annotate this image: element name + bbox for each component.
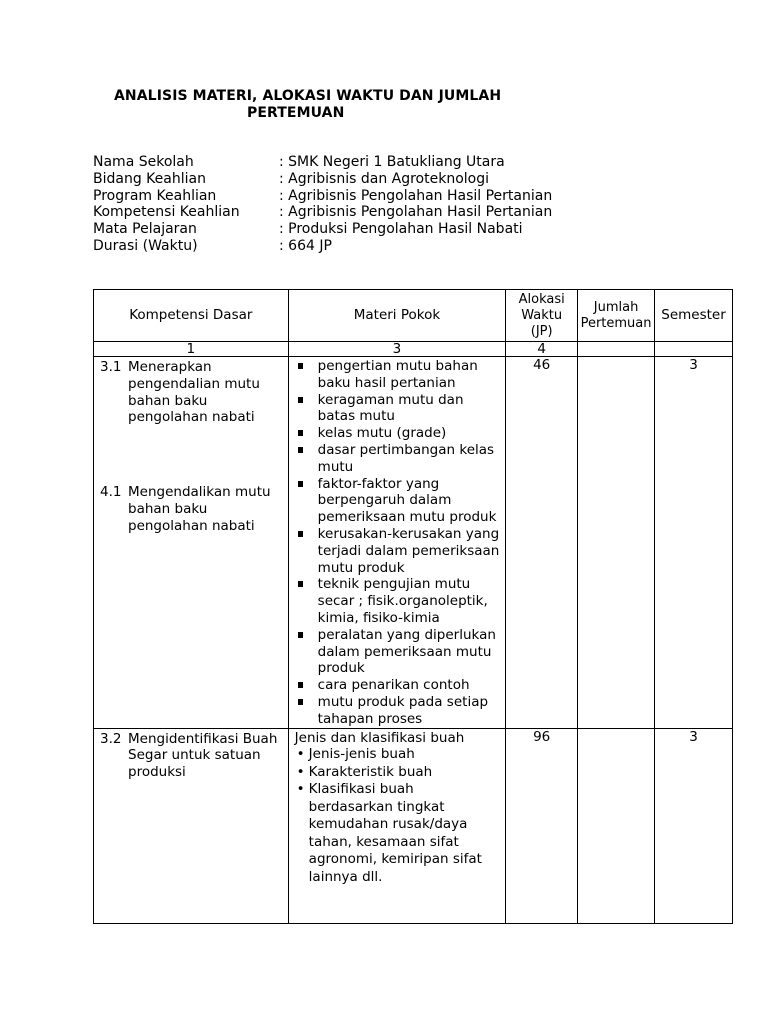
column-number — [655, 342, 733, 357]
info-label: Mata Pelajaran — [93, 221, 197, 238]
list-item: dasar pertimbangan kelas mutu — [295, 442, 502, 476]
jumlah-pertemuan-value — [578, 357, 655, 729]
list-item: kelas mutu (grade) — [295, 425, 502, 442]
list-item: • Karakteristik buah — [295, 764, 502, 782]
header-alokasi-waktu — [506, 290, 578, 342]
kompetensi-dasar-cell — [94, 728, 289, 923]
header-pertemuan-line: Pertemuan — [580, 315, 652, 331]
column-number: 3 — [288, 342, 506, 357]
header-jumlah-pertemuan — [578, 290, 655, 342]
info-value: : 664 JP — [279, 237, 332, 254]
info-row-duration — [93, 238, 552, 255]
info-value: : Agribisnis dan Agroteknologi — [279, 170, 489, 187]
kd-number: 4.1 — [100, 484, 122, 501]
column-number-row — [94, 342, 733, 357]
semester-value: 3 — [655, 357, 733, 729]
kd-text: Menerapkan pengendalian mutu bahan baku pengolahan nabati — [128, 359, 260, 426]
info-row-subject — [93, 221, 552, 238]
info-row-school — [93, 154, 552, 171]
column-number — [578, 342, 655, 357]
header-waktu-line: Waktu — [521, 307, 563, 323]
list-item: teknik pengujian mutu secar ; fisik.organoleptik, kimia, fisiko-kimia — [295, 576, 502, 626]
table-row — [94, 357, 733, 729]
kd-text: Mengendalikan mutu bahan baku pengolahan nabati — [128, 484, 271, 534]
kompetensi-dasar-cell — [94, 357, 289, 729]
alokasi-waktu-value: 96 — [506, 728, 578, 923]
info-row-competency — [93, 204, 552, 221]
list-item: • Jenis-jenis buah — [295, 746, 502, 764]
header-jumlah-line: Jumlah — [593, 299, 639, 315]
kd-number: 3.1 — [100, 359, 122, 375]
kd-item — [100, 731, 288, 781]
header-alokasi-line: Alokasi — [518, 291, 565, 307]
header-kompetensi-dasar: Kompetensi Dasar — [94, 290, 289, 342]
table-row — [94, 728, 733, 923]
info-label: Bidang Keahlian — [93, 170, 206, 187]
list-item: pengertian mutu bahan baku hasil pertanian — [295, 358, 502, 392]
identity-block — [93, 154, 552, 255]
materi-pokok-cell — [288, 728, 506, 923]
info-value: : SMK Negeri 1 Batukliang Utara — [279, 154, 505, 170]
materi-heading: Jenis dan klasifikasi buah — [294, 729, 465, 746]
info-value: : Agribisnis Pengolahan Hasil Pertanian — [279, 204, 553, 221]
list-item: keragaman mutu dan batas mutu — [295, 392, 502, 426]
column-number: 1 — [94, 342, 289, 357]
info-row-program — [93, 188, 552, 205]
title-line-2: PERTEMUAN — [247, 105, 345, 121]
info-label: Kompetensi Keahlian — [93, 204, 240, 221]
materi-list — [295, 746, 502, 886]
list-item: cara penarikan contoh — [295, 677, 502, 694]
header-semester: Semester — [655, 290, 733, 342]
list-item: peralatan yang diperlukan dalam pemeriksaan mutu produk — [295, 627, 502, 677]
alokasi-waktu-value: 46 — [506, 357, 578, 729]
list-item: faktor-faktor yang berpengaruh dalam pemeriksaan mutu produk — [295, 476, 502, 526]
table-header-row — [94, 290, 733, 342]
jumlah-pertemuan-value — [578, 728, 655, 923]
semester-value: 3 — [655, 728, 733, 923]
header-jp-line: (JP) — [530, 323, 553, 339]
kd-item — [100, 484, 288, 534]
kd-item — [100, 359, 288, 426]
info-label: Durasi (Waktu) — [93, 237, 198, 254]
materi-pokok-cell — [288, 357, 506, 729]
column-number: 4 — [506, 342, 578, 357]
info-value: : Produksi Pengolahan Hasil Nabati — [279, 221, 523, 238]
info-label: Nama Sekolah — [93, 154, 194, 170]
list-item: mutu produk pada setiap tahapan proses — [295, 694, 502, 728]
kd-text: Mengidentifikasi Buah Segar untuk satuan produksi — [128, 730, 278, 781]
kd-number: 3.2 — [100, 730, 122, 747]
list-item: kerusakan-kerusakan yang terjadi dalam pemeriksaan mutu produk — [295, 526, 502, 576]
info-value: : Agribisnis Pengolahan Hasil Pertanian — [279, 187, 553, 204]
header-materi-pokok: Materi Pokok — [288, 290, 506, 342]
info-label: Program Keahlian — [93, 187, 217, 204]
title-line-1: ANALISIS MATERI, ALOKASI WAKTU DAN JUMLAH — [114, 88, 502, 104]
info-row-field — [93, 171, 552, 188]
materi-list — [295, 358, 502, 728]
material-analysis-table — [93, 289, 733, 924]
list-item: • Klasifikasi buah berdasarkan tingkat kemudahan rusak/daya tahan, kesamaan sifat agronomi, kemiripan sifat lainnya dll. — [295, 781, 502, 886]
